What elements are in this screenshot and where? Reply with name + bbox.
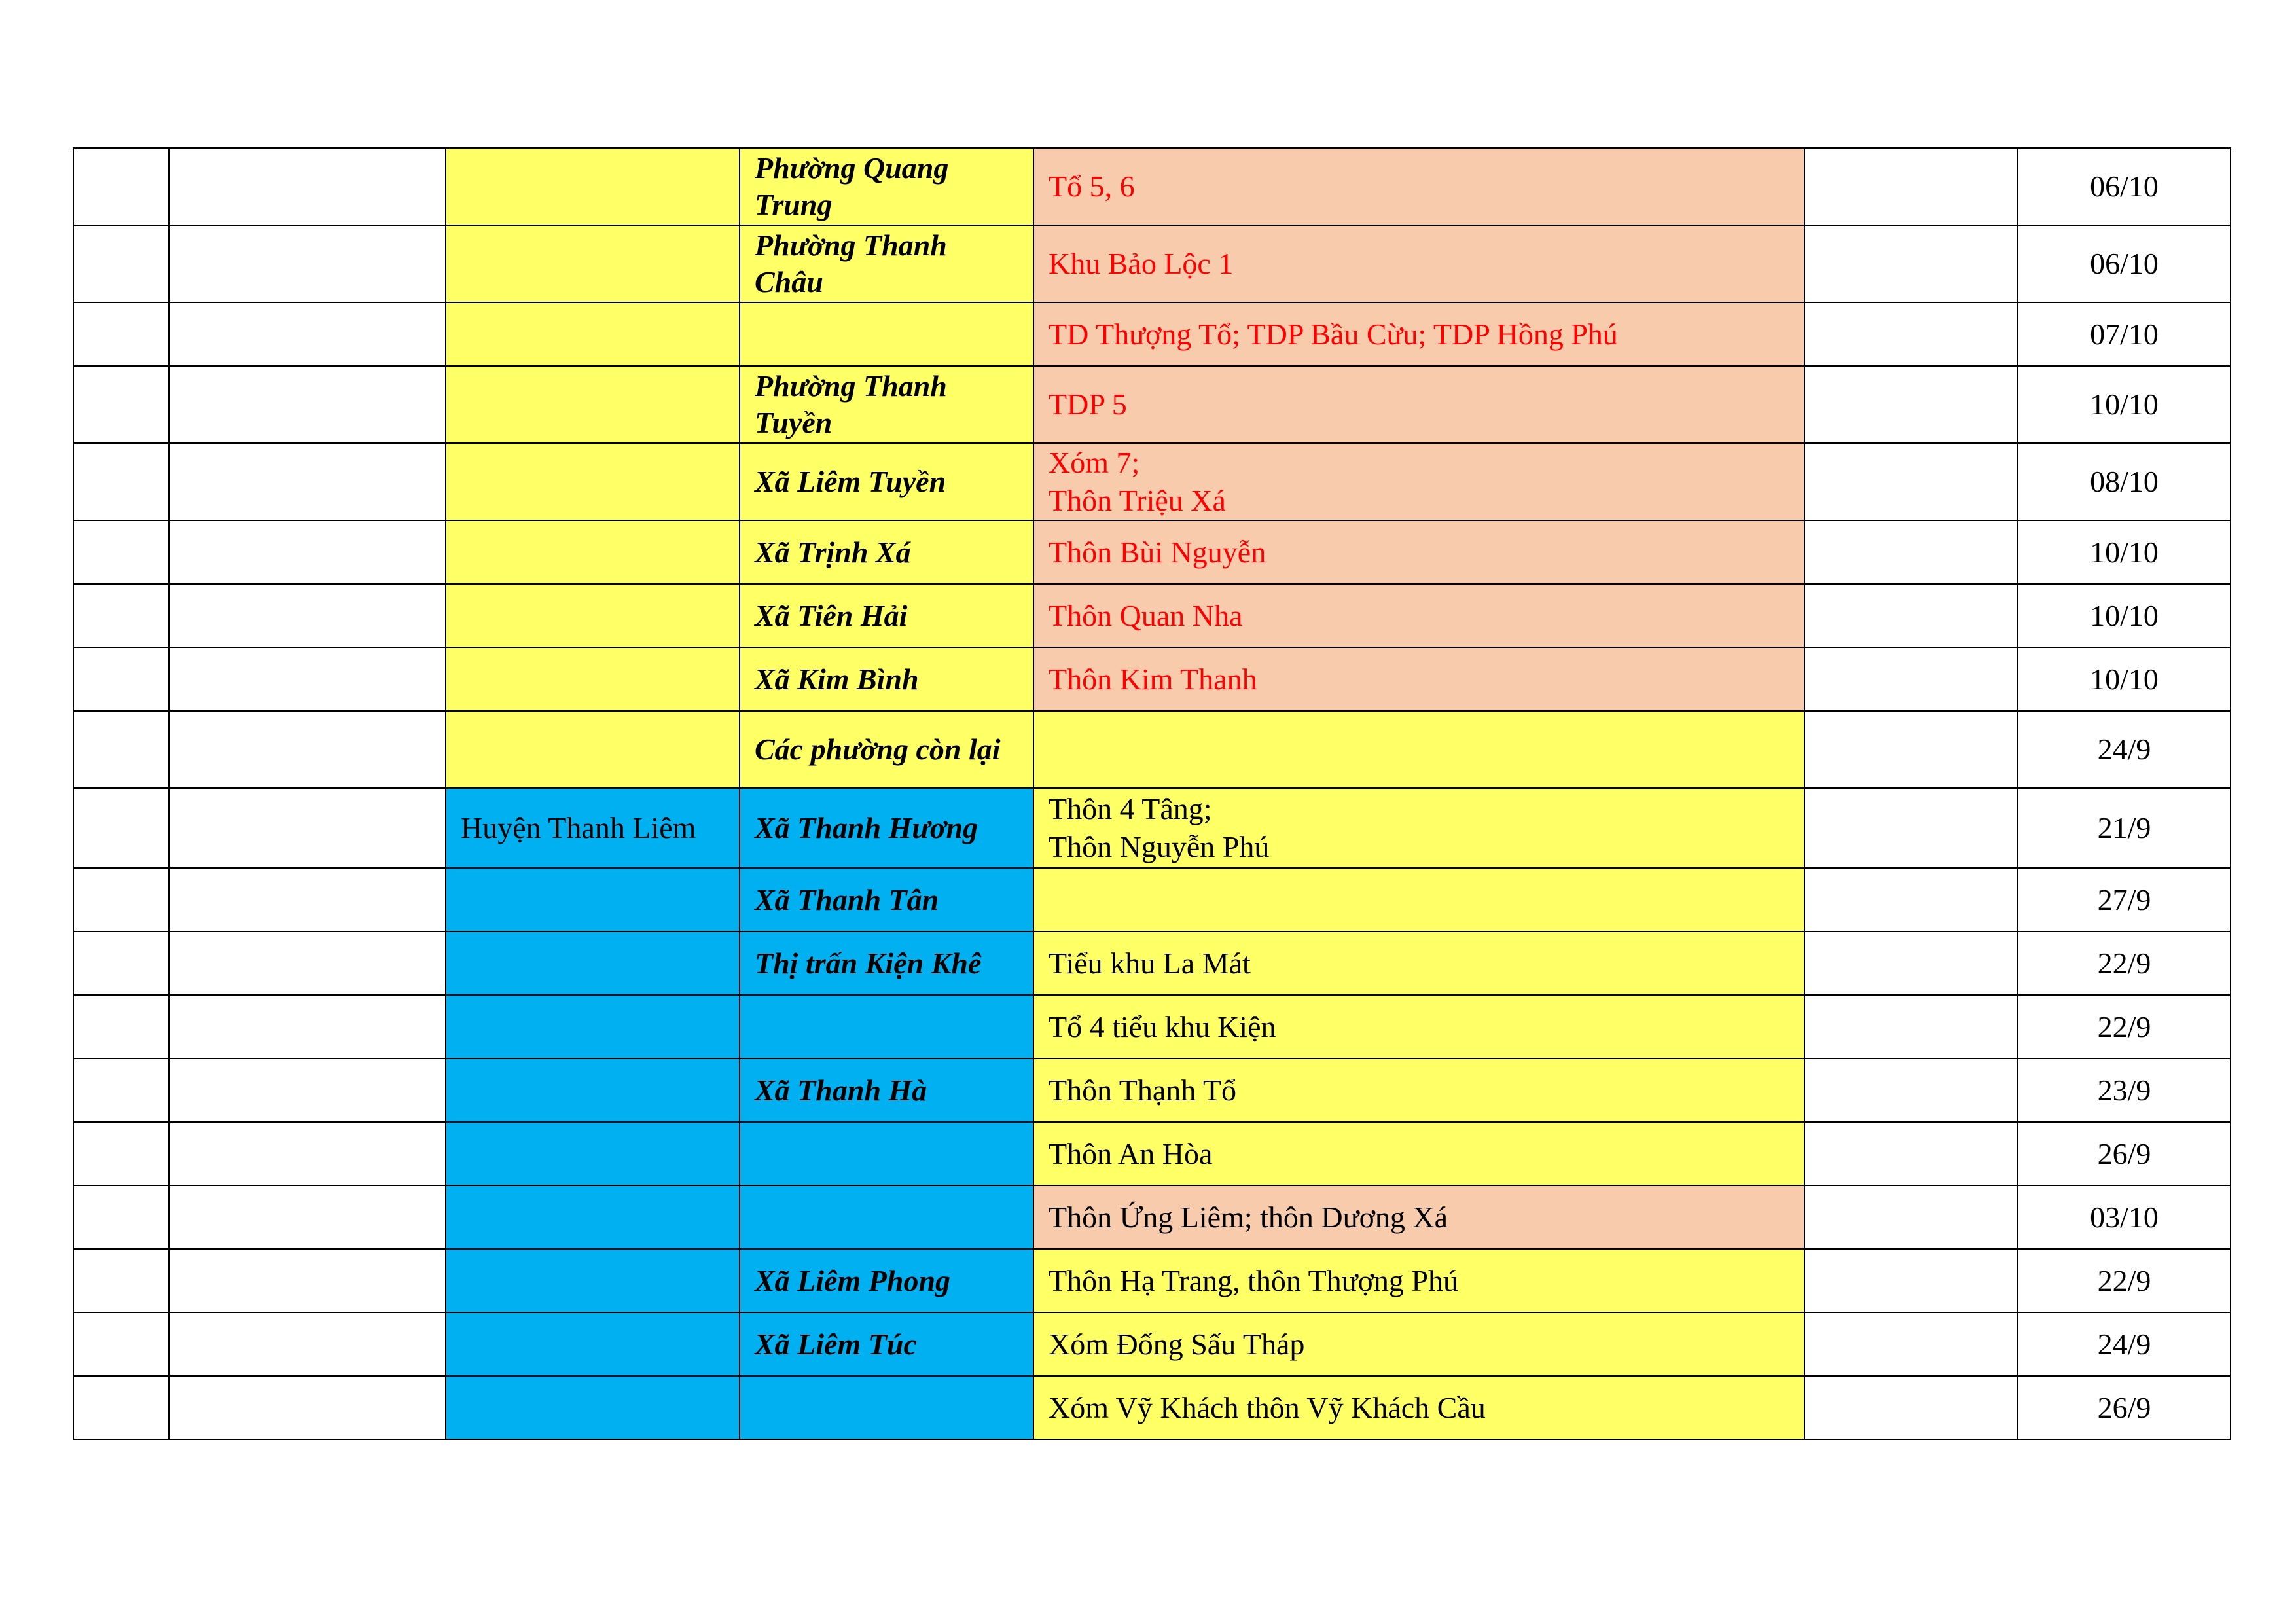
area-line: Thôn Hạ Trang, thôn Thượng Phú bbox=[1049, 1263, 1459, 1297]
date-cell: 06/10 bbox=[2018, 148, 2231, 225]
date-cell: 22/9 bbox=[2018, 1249, 2231, 1312]
area-line: Thôn Triệu Xá bbox=[1049, 484, 1226, 517]
note-cell bbox=[1804, 584, 2018, 647]
date-cell: 07/10 bbox=[2018, 302, 2231, 366]
table-row bbox=[73, 995, 2231, 1058]
note-cell bbox=[1804, 148, 2018, 225]
blank-cell bbox=[169, 868, 446, 931]
blank-cell bbox=[169, 366, 446, 443]
table-row bbox=[73, 1376, 2231, 1439]
unit-cell: Các phường còn lại bbox=[740, 711, 1033, 788]
table-row bbox=[73, 366, 2231, 443]
area-line: Xóm 7; bbox=[1049, 446, 1140, 479]
unit-cell bbox=[740, 1122, 1033, 1185]
district-cell bbox=[446, 1249, 740, 1312]
stt-cell bbox=[73, 520, 169, 584]
unit-cell: Xã Thanh Hà bbox=[740, 1058, 1033, 1122]
district-cell bbox=[446, 995, 740, 1058]
date-cell: 21/9 bbox=[2018, 788, 2231, 868]
area-cell bbox=[1033, 148, 1804, 225]
area-cell bbox=[1033, 788, 1804, 868]
district-cell bbox=[446, 647, 740, 711]
district-cell bbox=[446, 931, 740, 995]
area-line: Thôn Thạnh Tổ bbox=[1049, 1073, 1237, 1107]
area-line: Tổ 5, 6 bbox=[1049, 170, 1135, 203]
date-cell: 27/9 bbox=[2018, 868, 2231, 931]
table-row bbox=[73, 1312, 2231, 1376]
date-cell: 22/9 bbox=[2018, 931, 2231, 995]
table-row bbox=[73, 225, 2231, 302]
date-cell: 22/9 bbox=[2018, 995, 2231, 1058]
district-cell bbox=[446, 302, 740, 366]
area-cell bbox=[1033, 225, 1804, 302]
area-cell bbox=[1033, 1058, 1804, 1122]
area-cell bbox=[1033, 711, 1804, 788]
blank-cell bbox=[169, 1249, 446, 1312]
table-row bbox=[73, 711, 2231, 788]
area-line: Tổ 4 tiểu khu Kiện bbox=[1049, 1009, 1276, 1043]
blank-cell bbox=[169, 443, 446, 520]
district-cell bbox=[446, 443, 740, 520]
stt-cell bbox=[73, 302, 169, 366]
date-cell: 23/9 bbox=[2018, 1058, 2231, 1122]
note-cell bbox=[1804, 366, 2018, 443]
stt-cell bbox=[73, 711, 169, 788]
stt-cell bbox=[73, 647, 169, 711]
note-cell bbox=[1804, 931, 2018, 995]
table-row bbox=[73, 647, 2231, 711]
stt-cell bbox=[73, 995, 169, 1058]
table-row bbox=[73, 302, 2231, 366]
blank-cell bbox=[169, 1376, 446, 1439]
unit-cell: Xã Tiên Hải bbox=[740, 584, 1033, 647]
unit-cell: Xã Thanh Tân bbox=[740, 868, 1033, 931]
date-cell: 24/9 bbox=[2018, 1312, 2231, 1376]
blank-cell bbox=[169, 711, 446, 788]
note-cell bbox=[1804, 711, 2018, 788]
district-cell: Huyện Thanh Liêm bbox=[446, 788, 740, 868]
stt-cell bbox=[73, 1122, 169, 1185]
area-cell bbox=[1033, 443, 1804, 520]
table-row bbox=[73, 584, 2231, 647]
area-line: Xóm Vỹ Khách thôn Vỹ Khách Cầu bbox=[1049, 1390, 1486, 1424]
area-line: Thôn Bùi Nguyễn bbox=[1049, 535, 1266, 569]
blank-cell bbox=[169, 995, 446, 1058]
area-cell bbox=[1033, 584, 1804, 647]
note-cell bbox=[1804, 1312, 2018, 1376]
district-cell bbox=[446, 711, 740, 788]
area-cell bbox=[1033, 995, 1804, 1058]
district-cell bbox=[446, 225, 740, 302]
date-cell: 10/10 bbox=[2018, 584, 2231, 647]
stt-cell bbox=[73, 1058, 169, 1122]
table-row bbox=[73, 931, 2231, 995]
stt-cell bbox=[73, 225, 169, 302]
unit-cell bbox=[740, 995, 1033, 1058]
stt-cell bbox=[73, 366, 169, 443]
table-row bbox=[73, 1058, 2231, 1122]
area-line: Thôn Ứng Liêm; thôn Dương Xá bbox=[1049, 1200, 1448, 1234]
unit-cell: Phường Thanh Tuyền bbox=[740, 366, 1033, 443]
district-cell bbox=[446, 1376, 740, 1439]
district-cell bbox=[446, 1185, 740, 1249]
area-cell bbox=[1033, 302, 1804, 366]
table-row bbox=[73, 868, 2231, 931]
blank-cell bbox=[169, 302, 446, 366]
area-cell bbox=[1033, 1249, 1804, 1312]
area-cell bbox=[1033, 366, 1804, 443]
area-cell bbox=[1033, 1312, 1804, 1376]
district-cell bbox=[446, 1058, 740, 1122]
schedule-body bbox=[73, 148, 2231, 1439]
note-cell bbox=[1804, 1058, 2018, 1122]
note-cell bbox=[1804, 1249, 2018, 1312]
unit-cell: Xã Kim Bình bbox=[740, 647, 1033, 711]
blank-cell bbox=[169, 584, 446, 647]
area-line: Thôn Quan Nha bbox=[1049, 598, 1243, 632]
district-cell bbox=[446, 366, 740, 443]
table-row bbox=[73, 1249, 2231, 1312]
area-cell bbox=[1033, 868, 1804, 931]
area-line: TDP 5 bbox=[1049, 388, 1127, 421]
stt-cell bbox=[73, 584, 169, 647]
note-cell bbox=[1804, 1376, 2018, 1439]
area-cell bbox=[1033, 520, 1804, 584]
area-cell bbox=[1033, 1376, 1804, 1439]
blank-cell bbox=[169, 931, 446, 995]
table-row bbox=[73, 443, 2231, 520]
district-cell bbox=[446, 1122, 740, 1185]
date-cell: 10/10 bbox=[2018, 366, 2231, 443]
table-row bbox=[73, 148, 2231, 225]
district-cell bbox=[446, 1312, 740, 1376]
unit-cell: Xã Liêm Tuyền bbox=[740, 443, 1033, 520]
area-line: Thôn An Hòa bbox=[1049, 1136, 1213, 1170]
area-line: Xóm Đống Sấu Tháp bbox=[1049, 1327, 1305, 1361]
area-cell bbox=[1033, 1185, 1804, 1249]
unit-cell: Phường Thanh Châu bbox=[740, 225, 1033, 302]
blank-cell bbox=[169, 148, 446, 225]
unit-cell bbox=[740, 1376, 1033, 1439]
unit-cell: Xã Thanh Hương bbox=[740, 788, 1033, 868]
stt-cell bbox=[73, 443, 169, 520]
unit-cell bbox=[740, 302, 1033, 366]
date-cell: 26/9 bbox=[2018, 1376, 2231, 1439]
area-cell bbox=[1033, 1122, 1804, 1185]
blank-cell bbox=[169, 225, 446, 302]
table-row bbox=[73, 1185, 2231, 1249]
stt-cell bbox=[73, 788, 169, 868]
stt-cell bbox=[73, 148, 169, 225]
table-row bbox=[73, 520, 2231, 584]
unit-cell: Thị trấn Kiện Khê bbox=[740, 931, 1033, 995]
area-cell bbox=[1033, 931, 1804, 995]
blank-cell bbox=[169, 788, 446, 868]
note-cell bbox=[1804, 225, 2018, 302]
date-cell: 03/10 bbox=[2018, 1185, 2231, 1249]
date-cell: 26/9 bbox=[2018, 1122, 2231, 1185]
table-row bbox=[73, 1122, 2231, 1185]
unit-cell: Xã Liêm Túc bbox=[740, 1312, 1033, 1376]
blank-cell bbox=[169, 1185, 446, 1249]
note-cell bbox=[1804, 788, 2018, 868]
area-line: Thôn Nguyễn Phú bbox=[1049, 830, 1270, 863]
district-cell bbox=[446, 868, 740, 931]
note-cell bbox=[1804, 1185, 2018, 1249]
unit-cell: Xã Trịnh Xá bbox=[740, 520, 1033, 584]
blank-cell bbox=[169, 1312, 446, 1376]
note-cell bbox=[1804, 443, 2018, 520]
area-line: TD Thượng Tổ; TDP Bầu Cừu; TDP Hồng Phú bbox=[1049, 317, 1618, 351]
note-cell bbox=[1804, 995, 2018, 1058]
area-line: Thôn Kim Thanh bbox=[1049, 662, 1257, 696]
table-row bbox=[73, 788, 2231, 868]
blank-cell bbox=[169, 1122, 446, 1185]
stt-cell bbox=[73, 1376, 169, 1439]
date-cell: 10/10 bbox=[2018, 647, 2231, 711]
note-cell bbox=[1804, 1122, 2018, 1185]
note-cell bbox=[1804, 520, 2018, 584]
date-cell: 10/10 bbox=[2018, 520, 2231, 584]
area-line: Tiểu khu La Mát bbox=[1049, 946, 1251, 980]
stt-cell bbox=[73, 931, 169, 995]
blank-cell bbox=[169, 647, 446, 711]
note-cell bbox=[1804, 868, 2018, 931]
district-cell bbox=[446, 148, 740, 225]
note-cell bbox=[1804, 302, 2018, 366]
district-cell bbox=[446, 520, 740, 584]
blank-cell bbox=[169, 520, 446, 584]
blank-cell bbox=[169, 1058, 446, 1122]
schedule-table bbox=[73, 147, 2231, 1440]
stt-cell bbox=[73, 1249, 169, 1312]
date-cell: 08/10 bbox=[2018, 443, 2231, 520]
area-line: Khu Bảo Lộc 1 bbox=[1049, 247, 1234, 280]
date-cell: 24/9 bbox=[2018, 711, 2231, 788]
unit-cell: Phường Quang Trung bbox=[740, 148, 1033, 225]
area-cell bbox=[1033, 647, 1804, 711]
stt-cell bbox=[73, 868, 169, 931]
stt-cell bbox=[73, 1312, 169, 1376]
area-line: Thôn 4 Tâng; bbox=[1049, 792, 1212, 825]
note-cell bbox=[1804, 647, 2018, 711]
stt-cell bbox=[73, 1185, 169, 1249]
date-cell: 06/10 bbox=[2018, 225, 2231, 302]
unit-cell bbox=[740, 1185, 1033, 1249]
district-cell bbox=[446, 584, 740, 647]
unit-cell: Xã Liêm Phong bbox=[740, 1249, 1033, 1312]
